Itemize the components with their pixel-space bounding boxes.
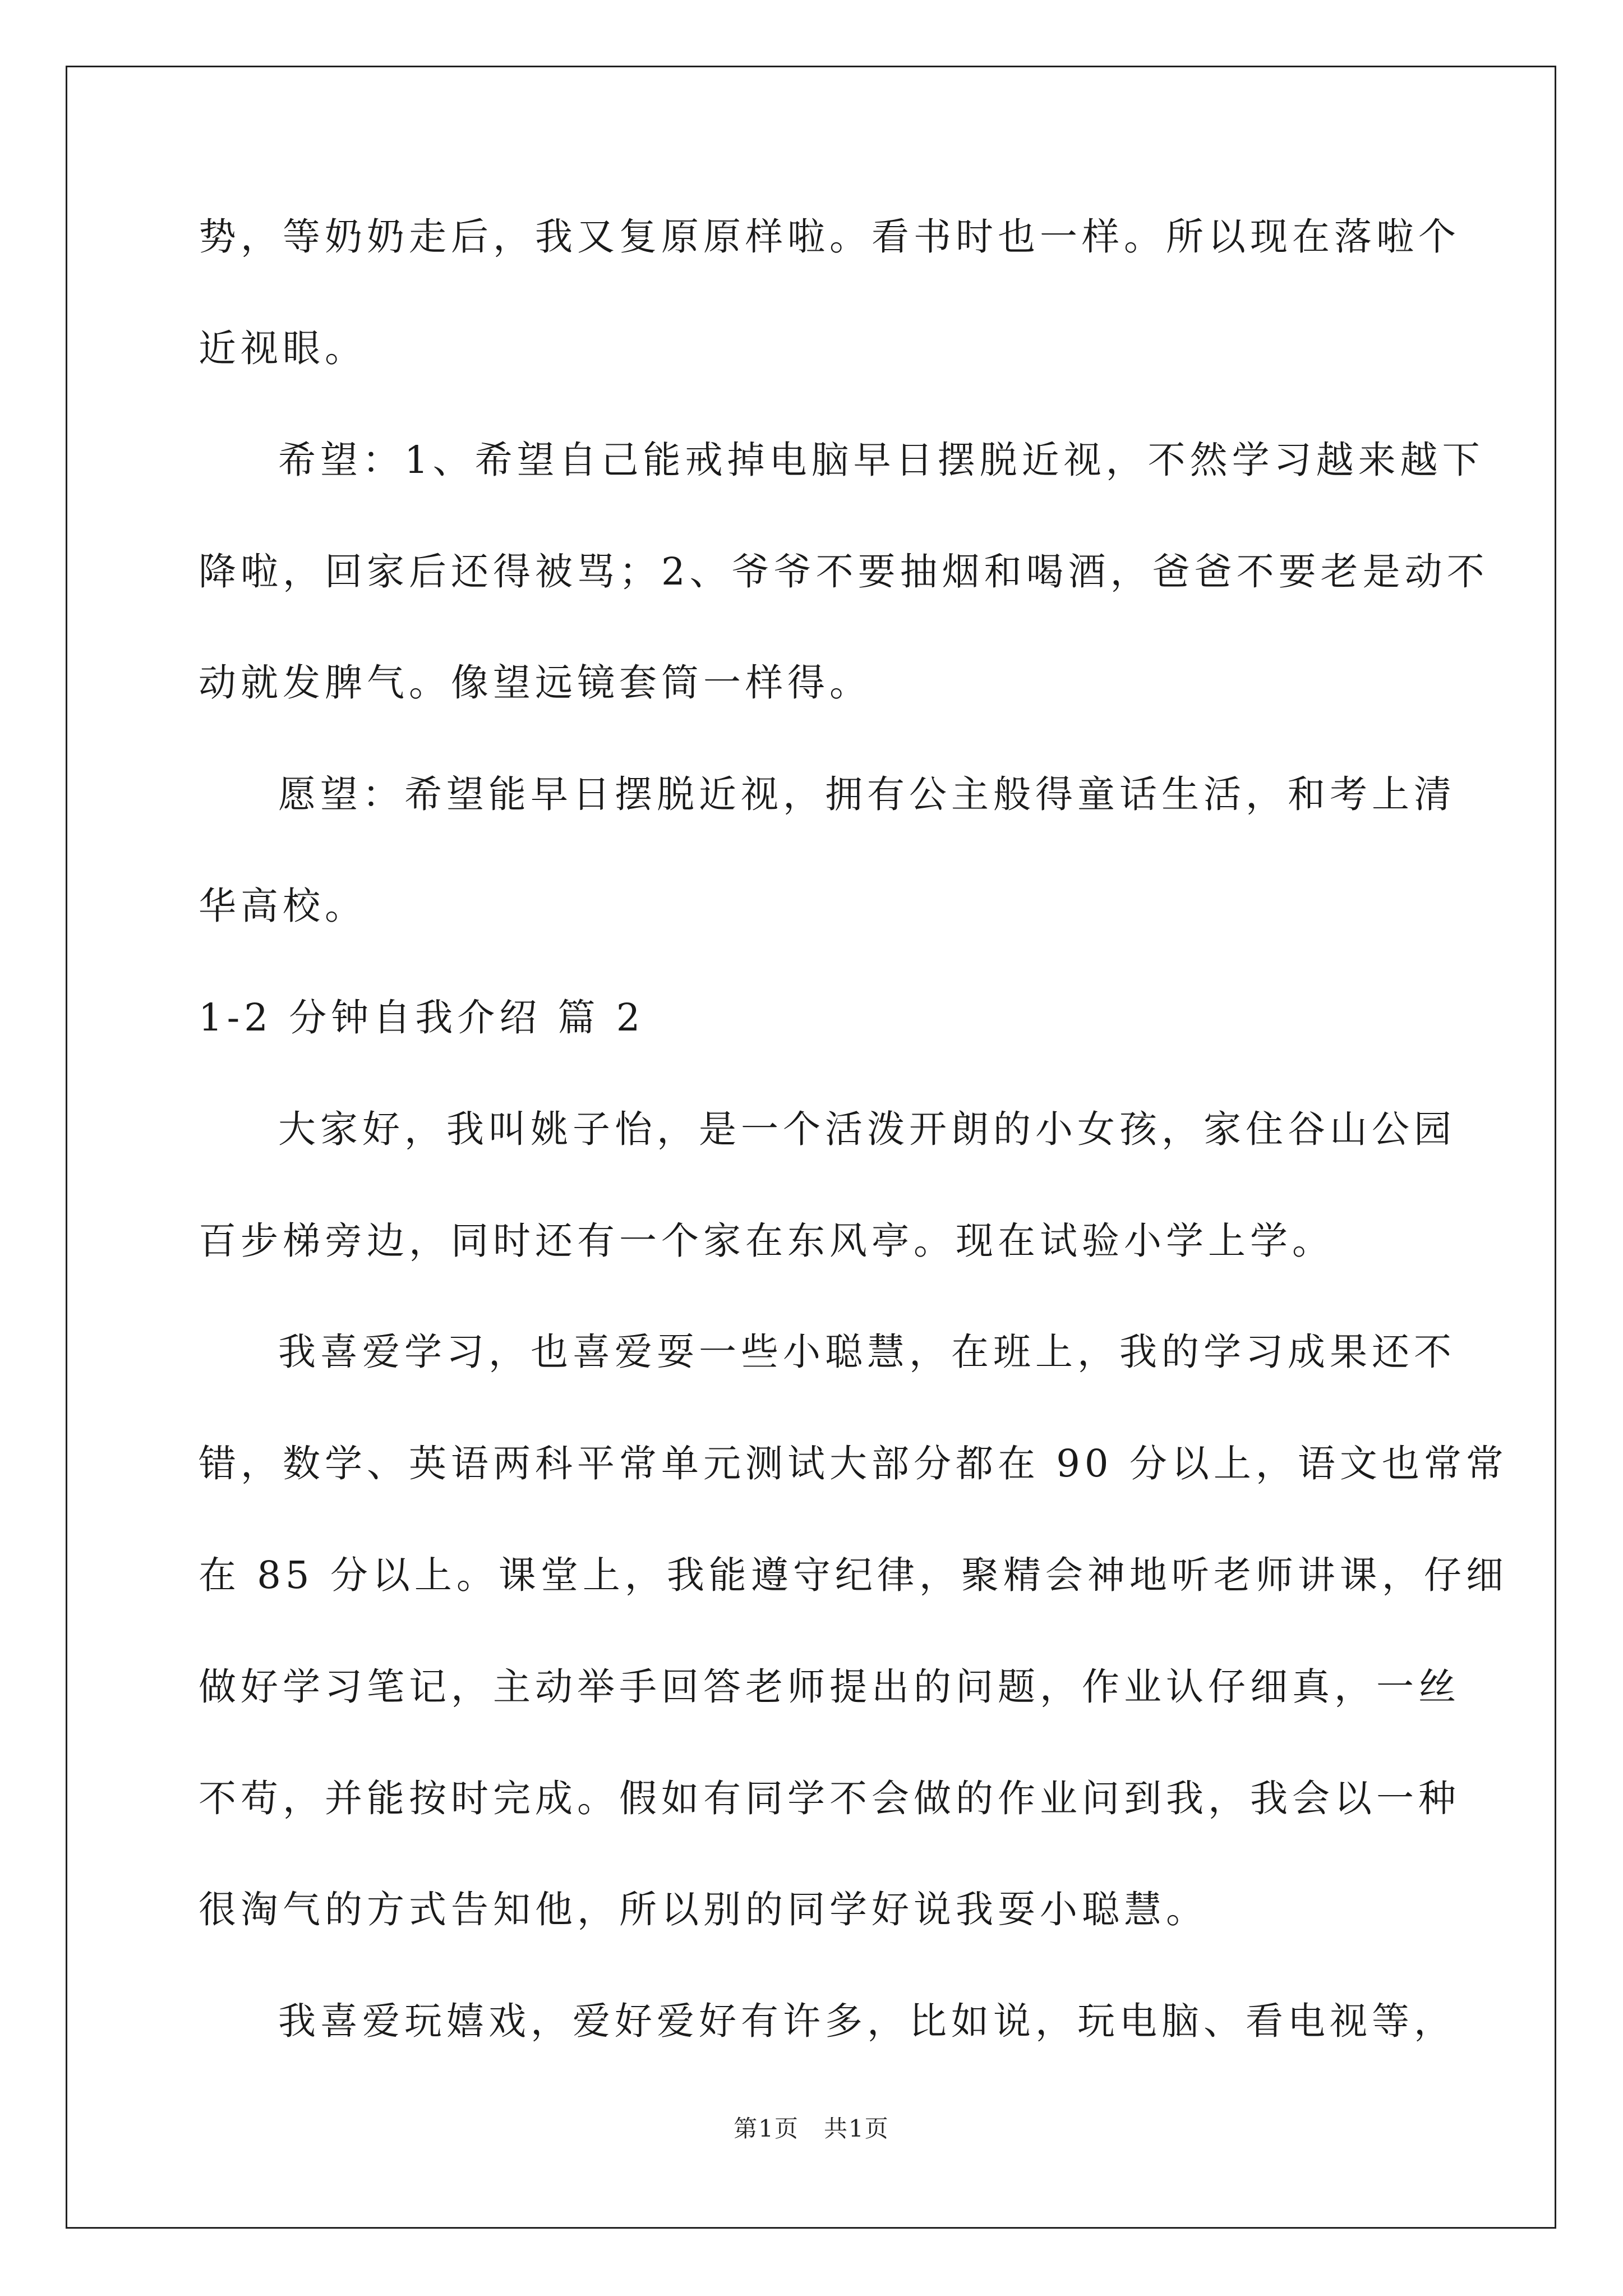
text-line: 降啦，回家后还得被骂；2、爷爷不要抽烟和喝酒，爸爸不要老是动不 (199, 550, 1489, 593)
section-heading: 1-2 分钟自我介绍 篇 2 (199, 996, 645, 1039)
text-line: 动就发脾气。像望远镜套筒一样得。 (199, 661, 872, 705)
text-line: 做好学习笔记，主动举手回答老师提出的问题，作业认仔细真，一丝 (199, 1665, 1460, 1709)
page-number-footer: 第1页 共1页 (734, 2115, 889, 2142)
text-line: 愿望：希望能早日摆脱近视，拥有公主般得童话生活，和考上清 (278, 772, 1456, 816)
text-line: 不苟，并能按时完成。假如有同学不会做的作业问到我，我会以一种 (199, 1777, 1460, 1820)
text-line: 希望：1、希望自己能戒掉电脑早日摆脱近视，不然学习越来越下 (278, 438, 1484, 482)
text-line: 我喜爱学习，也喜爱耍一些小聪慧，在班上，我的学习成果还不 (278, 1330, 1456, 1374)
text-line: 大家好，我叫姚子怡，是一个活泼开朗的小女孩，家住谷山公园 (278, 1107, 1456, 1151)
text-line: 百步梯旁边，同时还有一个家在东风亭。现在试验小学上学。 (199, 1219, 1334, 1263)
text-line: 很淘气的方式告知他，所以别的同学好说我耍小聪慧。 (199, 1888, 1208, 1931)
text-line: 华高校。 (199, 884, 367, 928)
text-line: 错，数学、英语两科平常单元测试大部分都在 90 分以上，语文也常常 (199, 1442, 1508, 1485)
text-line: 势，等奶奶走后，我又复原原样啦。看书时也一样。所以现在落啦个 (199, 215, 1460, 259)
text-line: 在 85 分以上。课堂上，我能遵守纪律，聚精会神地听老师讲课，仔细 (199, 1553, 1508, 1597)
text-line: 近视眼。 (199, 326, 367, 370)
text-line: 我喜爱玩嬉戏，爱好爱好有许多，比如说，玩电脑、看电视等， (278, 1999, 1456, 2043)
